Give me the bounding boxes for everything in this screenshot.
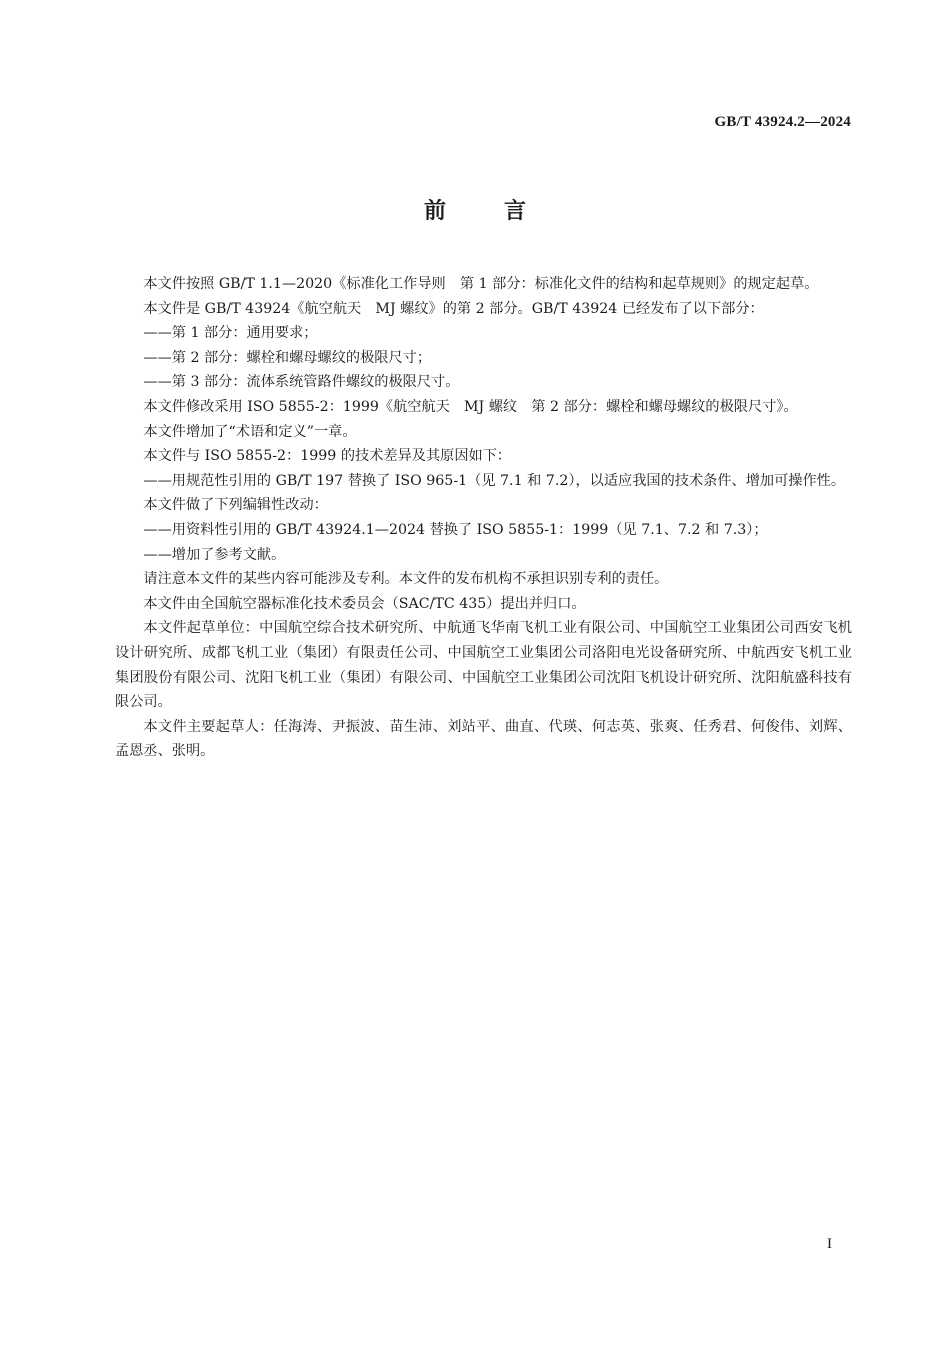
- paragraph-drafting-organizations: 本文件起草单位：中国航空综合技术研究所、中航通飞华南飞机工业有限公司、中国航空工业集团公司西安飞机设计研究所、成都飞机工业（集团）有限责任公司、中国航空工业集团公司洛阳电光设备研究所、中航西安飞机工业集团股份有限公司、沈阳飞机工业（集团）有限公司、中国航空工业集团公司沈阳飞机设计研究所、沈阳航盛科技有限公司。: [115, 620, 852, 711]
- paragraph-iso-adoption: 本文件修改采用 ISO 5855-2：1999《航空航天 MJ 螺纹 第 2 部分：螺栓和螺母螺纹的极限尺寸》。: [143, 398, 798, 415]
- title-char-1: 前: [423, 199, 446, 224]
- title-char-2: 言: [504, 199, 527, 224]
- paragraph-series-parts: 本文件是 GB/T 43924《航空航天 MJ 螺纹》的第 2 部分。GB/T 43924 已经发布了以下部分：: [143, 300, 764, 317]
- paragraph-editorial-changes: 本文件做了下列编辑性改动：: [143, 497, 328, 514]
- paragraph-added-chapter: 本文件增加了“术语和定义”一章。: [143, 423, 357, 440]
- paragraph-main-drafters: 本文件主要起草人：任海涛、尹振波、苗生沛、刘站平、曲直、代瑛、何志英、张爽、任秀君、何俊伟、刘辉、孟恩丞、张明。: [115, 718, 852, 760]
- list-item-editorial-change-1: ——用资料性引用的 GB/T 43924.1—2024 替换了 ISO 5855-1：1999（见 7.1、7.2 和 7.3）；: [143, 521, 768, 538]
- paragraph-patent-notice: 请注意本文件的某些内容可能涉及专利。本文件的发布机构不承担识别专利的责任。: [143, 571, 669, 588]
- foreword-body: [115, 272, 852, 764]
- list-item-part-2: ——第 2 部分：螺栓和螺母螺纹的极限尺寸；: [143, 349, 432, 366]
- list-item-part-3: ——第 3 部分：流体系统管路件螺纹的极限尺寸。: [143, 374, 460, 391]
- list-item-editorial-change-2: ——增加了参考文献。: [143, 546, 286, 563]
- page-title: [0, 194, 950, 225]
- paragraph-drafting-rules: 本文件按照 GB/T 1.1—2020《标准化工作导则 第 1 部分：标准化文件的结构和起草规则》的规定起草。: [143, 276, 819, 292]
- standard-code: GB/T 43924.2—2024: [714, 114, 851, 130]
- paragraph-proposed-by: 本文件由全国航空器标准化技术委员会（SAC/TC 435）提出并归口。: [143, 595, 586, 612]
- paragraph-technical-differences: 本文件与 ISO 5855-2：1999 的技术差异及其原因如下：: [143, 448, 512, 465]
- list-item-technical-difference: ——用规范性引用的 GB/T 197 替换了 ISO 965-1（见 7.1 和 7.2），以适应我国的技术条件、增加可操作性。: [143, 472, 846, 489]
- list-item-part-1: ——第 1 部分：通用要求；: [143, 325, 318, 342]
- page-number: I: [827, 1236, 832, 1252]
